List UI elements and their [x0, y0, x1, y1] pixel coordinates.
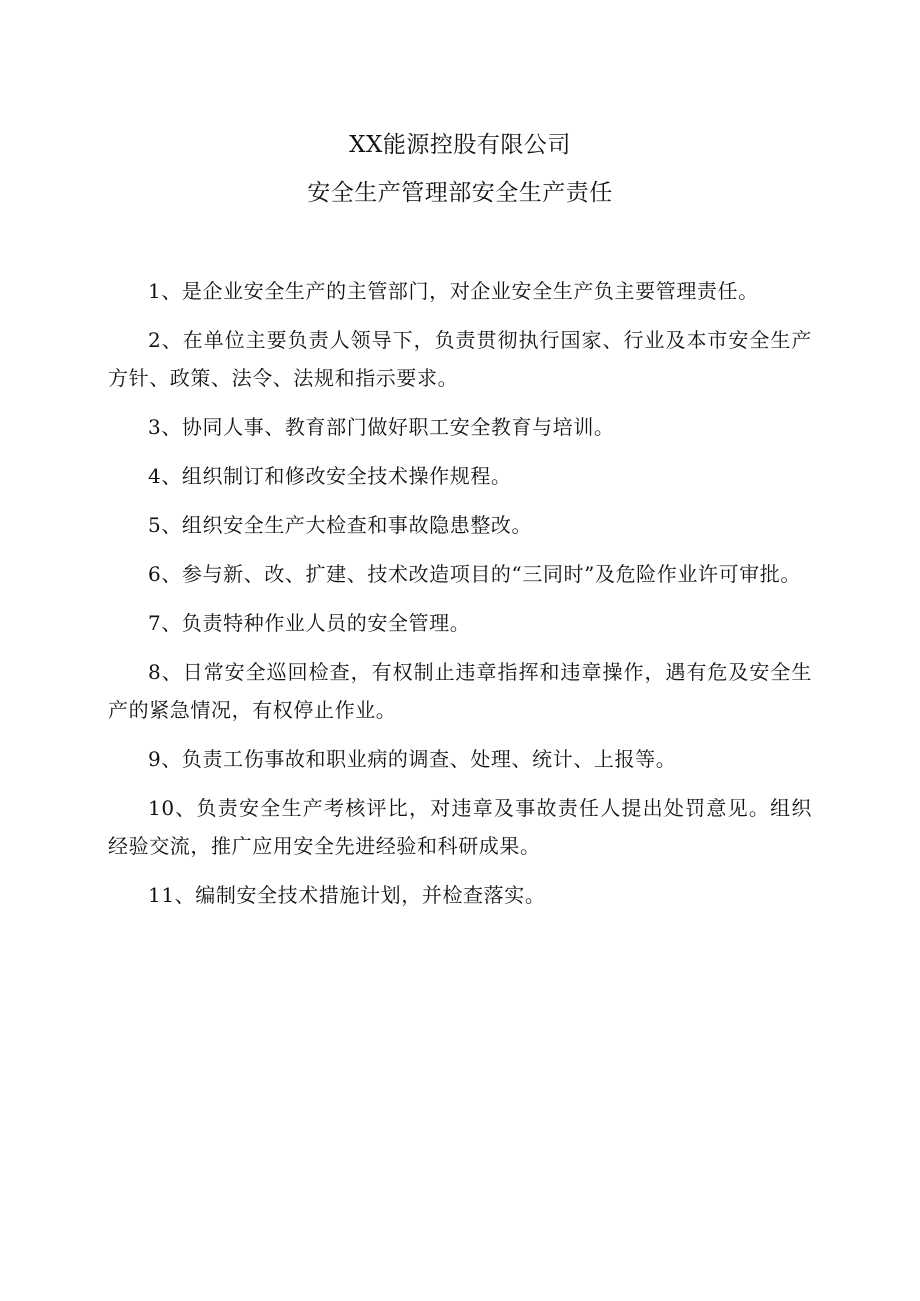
responsibility-item-7: 7、负责特种作业人员的安全管理。 — [148, 611, 471, 635]
responsibility-item-9: 9、负责工伤事故和职业病的调查、处理、统计、上报等。 — [148, 747, 677, 771]
company-title: XX能源控股有限公司 — [349, 132, 571, 158]
responsibility-item-10: 10、负责安全生产考核评比，对违章及事故责任人提出处罚意见。组织经验交流，推广应用安全先进经验和科研成果。 — [108, 796, 812, 858]
responsibility-item-8: 8、日常安全巡回检查，有权制止违章指挥和违章操作，遇有危及安全生产的紧急情况，有权停止作业。 — [108, 660, 812, 722]
responsibility-item-11: 11、编制安全技术措施计划，并检查落实。 — [148, 883, 546, 907]
responsibility-item-3: 3、协同人事、教育部门做好职工安全教育与培训。 — [148, 415, 615, 439]
responsibility-list — [108, 272, 812, 925]
responsibility-item-4: 4、组织制订和修改安全技术操作规程。 — [148, 464, 512, 488]
responsibility-item-1: 1、是企业安全生产的主管部门，对企业安全生产负主要管理责任。 — [148, 279, 759, 303]
responsibility-item-5: 5、组织安全生产大检查和事故隐患整改。 — [148, 513, 533, 537]
responsibility-item-6: 6、参与新、改、扩建、技术改造项目的“三同时”及危险作业许可审批。 — [148, 562, 801, 586]
document-title: 安全生产管理部安全生产责任 — [307, 180, 613, 206]
responsibility-item-2: 2、在单位主要负责人领导下，负责贯彻执行国家、行业及本市安全生产方针、政策、法令、法规和指示要求。 — [108, 328, 812, 390]
